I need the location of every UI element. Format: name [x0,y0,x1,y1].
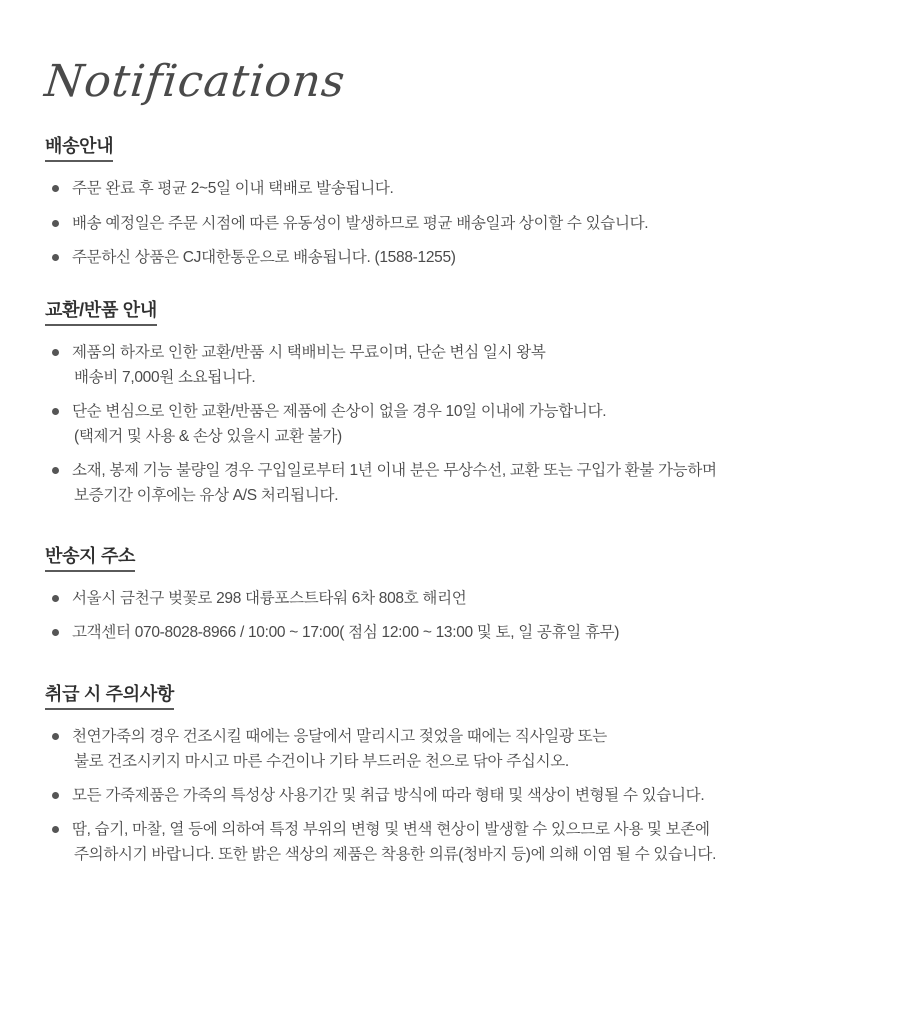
section-item-list [40,176,860,269]
list-item [50,724,860,774]
list-item [50,586,860,611]
list-item-line: 불로 건조시키지 마시고 마른 수건이나 기타 부드러운 천으로 닦아 주십시오. [74,752,569,770]
list-item-line: 주문하신 상품은 CJ대한통운으로 배송됩니다. (1588-1255) [72,248,456,266]
bullet-icon [52,629,59,636]
list-item [50,245,860,270]
list-item-line: 보증기간 이후에는 유상 A/S 처리됩니다. [74,487,339,505]
section-exchange-return [40,296,860,509]
section-return-address [40,542,860,645]
bullet-icon [52,826,59,833]
list-item-line: 단순 변심으로 인한 교환/반품은 제품에 손상이 없을 경우 10일 이내에 가능합니다. [72,402,607,420]
list-item [50,399,860,449]
bullet-icon [52,733,59,740]
list-item-line: 주문 완료 후 평균 2~5일 이내 택배로 발송됩니다. [72,180,394,198]
bullet-icon [52,254,59,261]
list-item-line: 제품의 하자로 인한 교환/반품 시 택배비는 무료이며, 단순 변심 일시 왕복 [72,343,546,361]
list-item-line: 소재, 봉제 기능 불량일 경우 구입일로부터 1년 이내 분은 무상수선, 교환 또는 구입가 환불 가능하며 [72,462,717,480]
list-item-line: 주의하시기 바랍니다. 또한 밝은 색상의 제품은 착용한 의류(청바지 등)에 의해 이염 될 수 있습니다. [74,846,717,864]
section-heading: 교환/반품 안내 [45,296,157,326]
section-shipping-info [40,132,860,269]
list-item-line: 배송 예정일은 주문 시점에 따른 유동성이 발생하므로 평균 배송일과 상이할 수 있습니다. [72,214,649,232]
bullet-icon [52,792,59,799]
bullet-icon [52,349,59,356]
bullet-icon [52,220,59,227]
list-item-line: 천연가죽의 경우 건조시킬 때에는 응달에서 말리시고 젖었을 때에는 직사일광 또는 [72,727,607,745]
list-item-line: 배송비 7,000원 소요됩니다. [74,368,256,386]
section-heading: 취급 시 주의사항 [45,680,174,710]
list-item-line: 모든 가죽제품은 가죽의 특성상 사용기간 및 취급 방식에 따라 형태 및 색상이 변형될 수 있습니다. [72,786,705,804]
section-heading: 반송지 주소 [45,542,135,572]
list-item [50,620,860,645]
section-heading: 배송안내 [45,132,113,162]
list-item [50,211,860,236]
list-item [50,817,860,867]
section-item-list [40,340,860,509]
list-item [50,340,860,390]
bullet-icon [52,467,59,474]
list-item [50,783,860,808]
bullet-icon [52,595,59,602]
section-item-list [40,724,860,868]
list-item-line: 서울시 금천구 벚꽃로 298 대륭포스트타워 6차 808호 해리언 [72,590,467,608]
list-item-line: 고객센터 070-8028-8966 / 10:00 ~ 17:00( 점심 12:00 ~ 13:00 및 토, 일 공휴일 휴무) [72,624,620,642]
bullet-icon [52,185,59,192]
page-title: Notifications [42,56,348,107]
list-item-line: (택제거 및 사용 & 손상 있을시 교환 불가) [74,428,342,446]
list-item-line: 땀, 습기, 마찰, 열 등에 의하여 특정 부위의 변형 및 변색 현상이 발생할 수 있으므로 사용 및 보존에 [72,820,710,838]
bullet-icon [52,408,59,415]
section-item-list [40,586,860,645]
list-item [50,458,860,508]
list-item [50,176,860,201]
section-care-instructions [40,680,860,868]
